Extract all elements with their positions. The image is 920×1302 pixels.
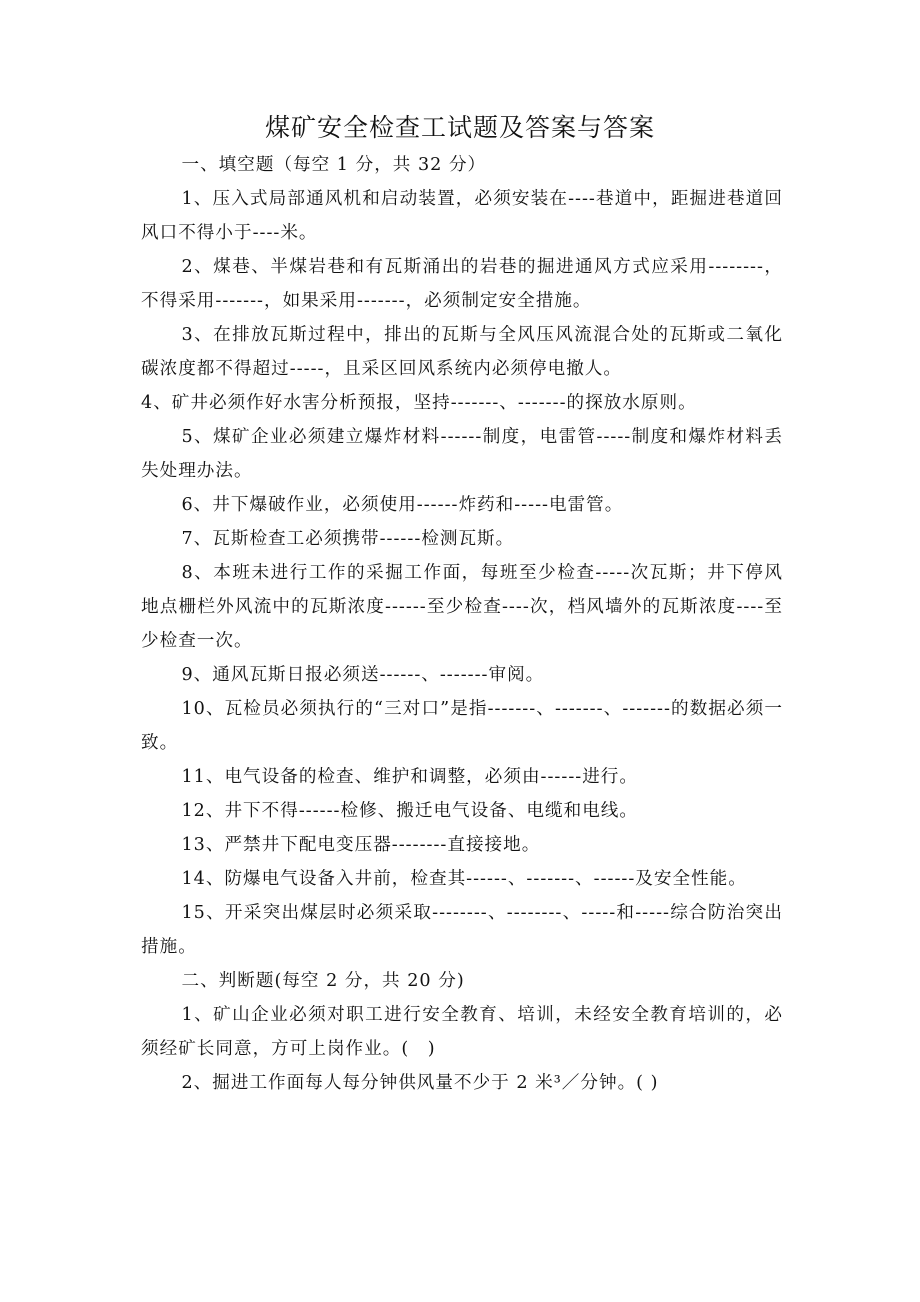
judgment-1: 1、矿山企业必须对职工进行安全教育、培训，未经安全教育培训的，必须经矿长同意，方可上岗作业。( ) <box>141 1005 783 1059</box>
question-10: 10、瓦检员必须执行的“三对口”是指-------、-------、-------的数据必须一致。 <box>141 699 783 753</box>
question-6: 6、井下爆破作业，必须使用------炸药和-----电雷管。 <box>181 495 624 515</box>
question-9: 9、通风瓦斯日报必须送------、-------审阅。 <box>181 665 545 685</box>
question-4: 4、矿井必须作好水害分析预报，坚持-------、-------的探放水原则。 <box>141 393 697 413</box>
question-7: 7、瓦斯检查工必须携带------检测瓦斯。 <box>181 529 515 549</box>
question-12: 12、井下不得------检修、搬迁电气设备、电缆和电线。 <box>181 801 638 821</box>
question-14: 14、防爆电气设备入井前，检查其------、-------、------及安全性能。 <box>181 869 747 889</box>
section-heading-fill-blank: 一、填空题（每空 1 分，共 32 分） <box>181 155 487 175</box>
question-13: 13、严禁井下配电变压器--------直接接地。 <box>181 835 541 855</box>
question-2: 2、煤巷、半煤岩巷和有瓦斯涌出的岩巷的掘进通风方式应采用--------，不得采用-------，如果采用-------，必须制定安全措施。 <box>141 257 783 311</box>
document-body <box>141 148 783 1100</box>
question-15: 15、开采突出煤层时必须采取--------、--------、-----和-----综合防治突出措施。 <box>141 903 783 957</box>
question-8: 8、本班未进行工作的采掘工作面，每班至少检查-----次瓦斯；井下停风地点栅栏外风流中的瓦斯浓度------至少检查----次，档风墙外的瓦斯浓度----至少检查一次。 <box>141 563 783 651</box>
judgment-2: 2、掘进工作面每人每分钟供风量不少于 2 米³／分钟。( ) <box>181 1073 659 1093</box>
question-1: 1、压入式局部通风机和启动装置，必须安装在----巷道中，距掘进巷道回风口不得小于----米。 <box>141 189 783 243</box>
question-3: 3、在排放瓦斯过程中，排出的瓦斯与全风压风流混合处的瓦斯或二氧化碳浓度都不得超过-----，且采区回风系统内必须停电撤人。 <box>141 325 783 379</box>
question-11: 11、电气设备的检查、维护和调整，必须由------进行。 <box>181 767 638 787</box>
document-title: 煤矿安全检查工试题及答案与答案 <box>264 113 655 142</box>
section-heading-true-false: 二、判断题(每空 2 分，共 20 分) <box>181 971 465 991</box>
question-5: 5、煤矿企业必须建立爆炸材料------制度，电雷管-----制度和爆炸材料丢失处理办法。 <box>141 427 783 481</box>
